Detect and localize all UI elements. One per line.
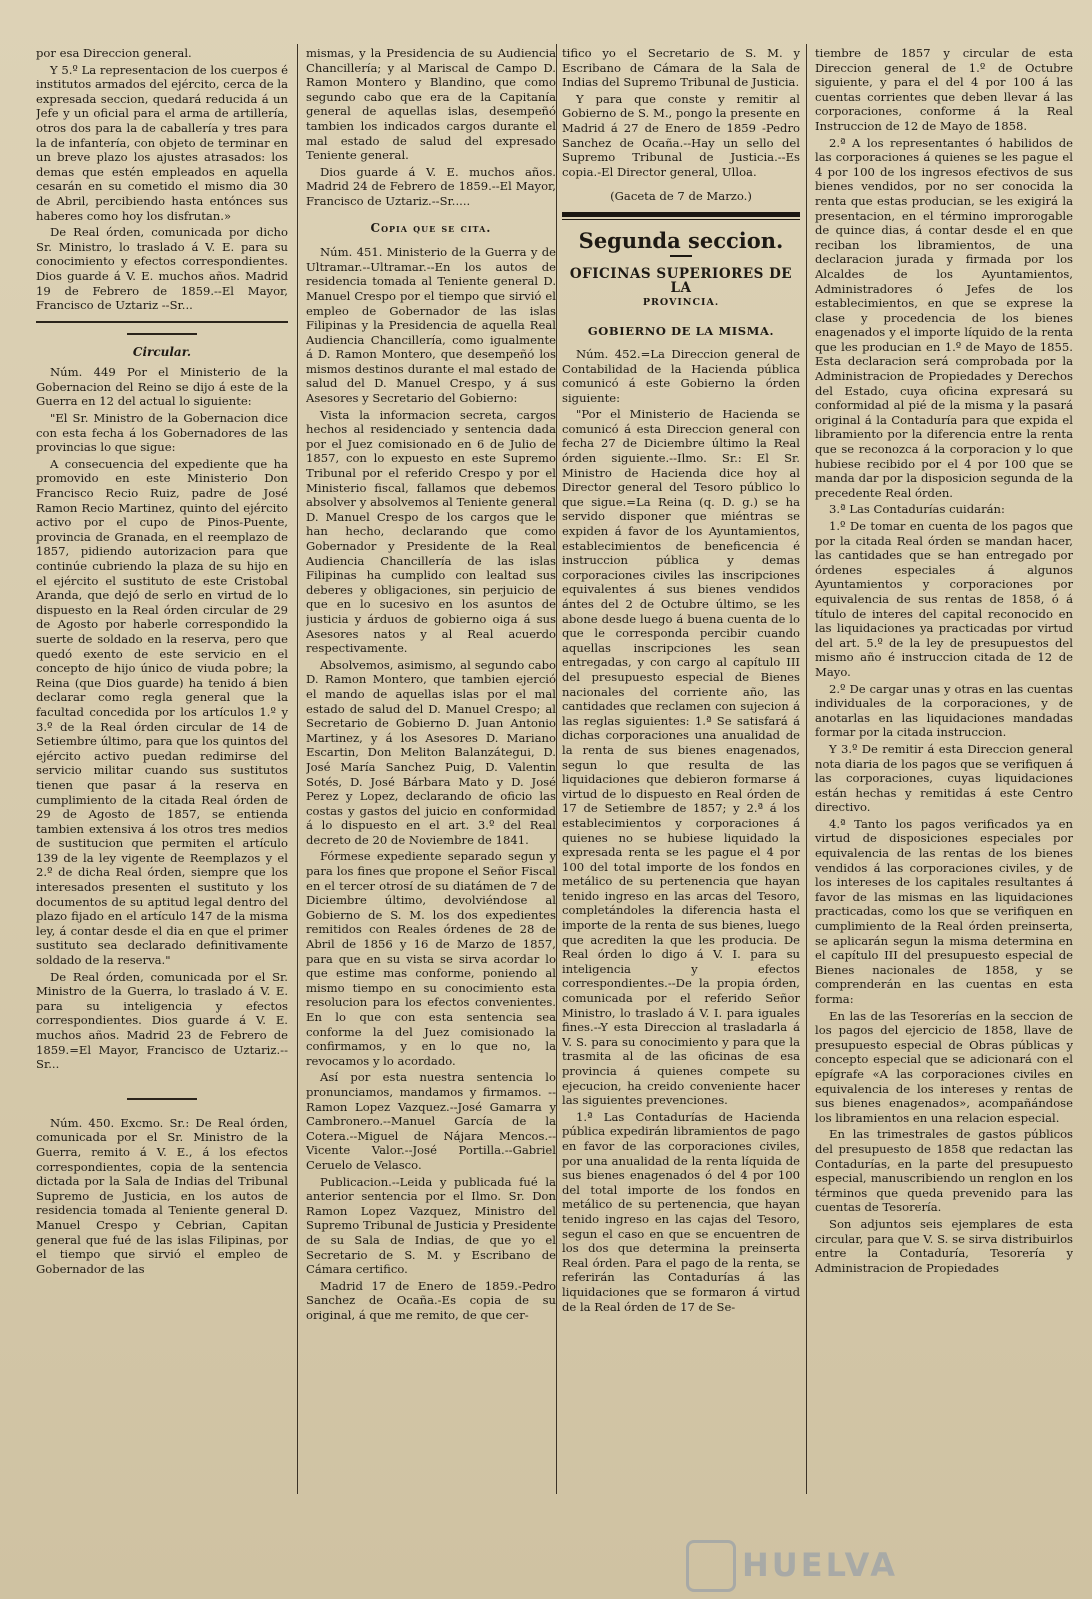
- divider: [127, 333, 197, 335]
- divider: [127, 1098, 197, 1100]
- paragraph: por esa Direccion general.: [36, 46, 192, 60]
- paragraph: tifico yo el Secretario de S. M. y Escribano de Cámara de la Sala de Indias del Supremo Tribunal de Justicia.: [562, 46, 800, 90]
- paragraph: Absolvemos, asimismo, al segundo cabo D. Ramon Montero, que tambien ejerció el mando de aquellas islas por el mal estado de salud del D. Manuel Crespo; al Secretario de Gobierno D. Juan Antonio Martinez, y á los Asesores D. Mariano Escartin, Don Meliton Balanzátegui, D. José María Sanchez Puig, D. Valentin Sotés, D. José Bárbara Mato y D. José Perez y Lopez, declarando de oficio las costas y gastos del juicio en conformidad á lo dispuesto en el art. 3.º del Real decreto de 20 de Noviembre de 1841.: [306, 657, 556, 847]
- government-heading: GOBIERNO DE LA MISMA.: [587, 324, 775, 339]
- paragraph: 1.º De tomar en cuenta de los pagos que por la citada Real órden se mandan hacer, las cantidades que se han entregado por órdenes especiales á algunos Ayuntamientos y corporaciones por equivalencia de sus rentas de 1858, ó á título de interes del capital reconocido en las liquidaciones ya practicadas por virtud del art. 5.º de la ley de presupuestos del mismo año é instruccion citada de 12 de Mayo.: [815, 519, 1073, 679]
- paragraph: mismas, y la Presidencia de su Audiencia Chancillería; y al Mariscal de Campo D. Ramon Montero y Blandino, que como segundo cabo que era de la Capitanía general de aquellas islas, desempeñó tambien los indicados cargos durante el mal estado de salud del expresado Teniente general.: [306, 46, 556, 163]
- paragraph: De Real órden, comunicada por dicho Sr. Ministro, lo traslado á V. E. para su conocimiento y efectos correspondientes. Dios guarde á V. E. muchos años. Madrid 19 de Febrero de 1859.--El Mayor, Francisco de Uztariz --Sr...: [36, 225, 288, 313]
- column-4: [815, 46, 1073, 1486]
- office-heading: OFICINAS SUPERIORES DE LA: [569, 265, 793, 297]
- paragraph: Madrid 17 de Enero de 1859.-Pedro Sanchez de Ocaña.-Es copia de su original, á que me remito, de que cer-: [306, 1278, 556, 1322]
- gazette-reference: (Gaceta de 7 de Marzo.): [610, 189, 752, 204]
- paragraph: Así por esta nuestra sentencia lo pronunciamos, mandamos y firmamos. --Ramon Lopez Vazquez.--José Gamarra y Cambronero.--Manuel García de la Cotera.--Miguel de Nájara Mencos.--Vicente Valor.--José Portilla.--Gabriel Ceruelo de Velasco.: [306, 1070, 556, 1172]
- paragraph: Núm. 451. Ministerio de la Guerra y de Ultramar.--Ultramar.--En los autos de residencia tomada al Teniente general D. Manuel Crespo por el tiempo que sirvió el empleo de Gobernador de las islas Filipinas y la Presidencia de aquella Real Audiencia Chancillería, como igualmente á D. Ramon Montero, que desempeñó los mismos destinos durante el mal estado de salud del D. Manuel Crespo, y á sus Asesores y Secretario del Gobierno:: [306, 245, 556, 406]
- column-rule: [297, 44, 298, 1494]
- divider: [670, 255, 692, 257]
- divider: [36, 321, 288, 323]
- archive-watermark: HUELVA: [742, 1546, 898, 1584]
- paragraph: A consecuencia del expediente que ha promovido en este Ministerio Don Francisco Recio Ruiz, padre de José Ramon Recio Martinez, quinto del ejército activo por el cupo de Pinos-Puente, provincia de Granada, en el reemplazo de 1857, pidiendo autorizacion para que continúe cubriendo la plaza de su hijo en el ejército el sustituto de este Cristobal Aranda, que dejó de serlo en virtud de lo dispuesto en la Real órden circular de 29 de Agosto por haberle correspondido la suerte de soldado en la reserva, pero que quedó exento de este servicio en el concepto de hijo único de viuda pobre; la Reina (que Dios guarde) ha tenido á bien declarar como regla general que la facultad concedida por los artículos 1.º y 3.º de la Real órden circular de 14 de Setiembre último, para que los quintos del ejército activo puedan redimirse del servicio militar cuando sus sustitutos tienen que pasar á la reserva en cumplimiento de la citada Real órden de 29 de Agosto de 1857, se entienda tambien extensiva á los otros tres medios de sustitucion que permiten el artículo 139 de la ley vigente de Reemplazos y el 2.º de dicha Real órden, siempre que los interesados presenten el sustituto y los documentos de su aptitud legal dentro del plazo fijado en el artículo 147 de la misma ley, á contar desde el dia en que el primer sustituto sea declarado definitivamente soldado de la reserva.": [36, 456, 288, 968]
- paragraph: tiembre de 1857 y circular de esta Direccion general de 1.º de Octubre siguiente, y para el del 4 por 100 á las cuentas corrientes que deben llevar á las corporaciones, conforme á la Real Instruccion de 12 de Mayo de 1858.: [815, 46, 1073, 133]
- office-subheading: PROVINCIA.: [642, 296, 720, 308]
- archive-logo-icon: [686, 1540, 736, 1592]
- divider: [562, 219, 800, 220]
- section-title: Segunda seccion.: [578, 227, 784, 253]
- paragraph: Núm. 449 Por el Ministerio de la Gobernacion del Reino se dijo á este de la Guerra en 12 del actual lo siguiente:: [36, 365, 288, 409]
- paragraph: Publicacion.--Leida y publicada fué la anterior sentencia por el Ilmo. Sr. Don Ramon Lopez Vazquez, Ministro del Supremo Tribunal de Justicia y Presidente de su Sala de Indias, de que yo el Secretario de S. M. y Escribano de Cámara certifico.: [306, 1174, 556, 1277]
- column-3: [562, 46, 800, 1486]
- paragraph: 1.ª Las Contadurías de Hacienda pública expedirán libramientos de pago en favor de las corporaciones civiles, por una anualidad de la renta líquida de sus bienes enagenados ó del 4 por 100 del total importe de los fondos en metálico de su pertenencia, que hayan tenido ingreso en las cajas del Tesoro, segun el caso en que se encuentren de los dos que determina la preinserta Real órden. Para el pago de la renta, se referirán las Contadurías á las liquidaciones que se formaron á virtud de la Real órden de 17 de Se-: [562, 1109, 800, 1314]
- paragraph: 4.ª Tanto los pagos verificados ya en virtud de disposiciones especiales por equivalencia de las rentas de los bienes vendidos á las corporaciones civiles, y de los intereses de los capitales resultantes á favor de las mismas en las liquidaciones practicadas, como los que se verifiquen en cumplimiento de la Real órden preinserta, se aplicarán segun la misma determina en el capítulo III del presupuesto especial de Bienes nacionales de 1858, y se comprenderán en las cuentas en esta forma:: [815, 816, 1073, 1006]
- copia-heading: Copia que se cita.: [370, 220, 492, 235]
- paragraph: "Por el Ministerio de Hacienda se comunicó á esta Direccion general con fecha 27 de Diciembre último la Real órden siguiente.--Ilmo. Sr.: El Sr. Ministro de Hacienda dice hoy al Director general del Tesoro público lo que sigue.=La Reina (q. D. g.) se ha servido disponer que miéntras se expiden á favor de los Ayuntamientos, establecimientos de beneficencia é instruccion pública y demas corporaciones civiles las inscripciones equivalentes á sus bienes vendidos ántes del 2 de Octubre último, se les abone desde luego á buena cuenta de lo que le corresponda percibir cuando aquellas inscripciones les sean entregadas, y con cargo al capítulo III del presupuesto especial de Bienes nacionales del corriente año, las cantidades que reclamen con sujecion á las reglas siguientes: 1.ª Se satisfará á dichas corporaciones una anualidad de la renta de sus bienes enagenados, segun lo que resulta de las liquidaciones que debieron formarse á virtud de lo dispuesto en Real órden de 17 de Setiembre de 1857; y 2.ª á los establecimientos y corporaciones á quienes no se hubiese liquidado la expresada renta se les pague el 4 por 100 del total importe de los fondos en metálico de su pertenencia que hayan tenido ingreso en las arcas del Tesoro, completándoles la diferencia hasta el importe de la renta de sus bienes, luego que acrediten la que les producia. De Real órden lo digo á V. I. para su inteligencia y efectos correspondientes.--De la propia órden, comunicada por el referido Señor Ministro, lo traslado á V. I. para iguales fines.--Y esta Direccion al trasladarla á V. S. para su conocimiento y para que la trasmita al de las oficinas de esa provincia á quienes compete su ejecucion, ha creido conveniente hacer las siguientes prevenciones.: [562, 407, 800, 1108]
- paragraph: Son adjuntos seis ejemplares de esta circular, para que V. S. se sirva distribuirlos entre la Contaduría, Tesorería y Administracion de Propiedades: [815, 1216, 1073, 1275]
- paragraph: Núm. 452.=La Direccion general de Contabilidad de la Hacienda pública comunicó á este Gobierno la órden siguiente:: [562, 346, 800, 405]
- paragraph: 2.º De cargar unas y otras en las cuentas individuales de la corporaciones, y de anotarlas en las liquidaciones mandadas formar por la citada instruccion.: [815, 681, 1073, 740]
- paragraph: Vista la informacion secreta, cargos hechos al residenciado y sentencia dada por el Juez comisionado en 6 de Julio de 1857, con lo expuesto en este Supremo Tribunal por el referido Crespo y por el Ministerio fiscal, fallamos que debemos absolver y absolvemos al Teniente general D. Manuel Crespo de los cargos que le han hecho, declarando que como Gobernador y Presidente de la Real Audiencia Chancillería de las islas Filipinas ha cumplido con lealtad sus deberes y obligaciones, sin perjuicio de que en lo sucesivo en los asuntos de justicia y árduos de gobierno oiga á sus Asesores natos y al Real acuerdo respectivamente.: [306, 407, 556, 656]
- paragraph: Y 3.º De remitir á esta Direccion general nota diaria de los pagos que se verifiquen á las corporaciones, cuyas liquidaciones están hechas y remitidas á este Centro directivo.: [815, 741, 1073, 815]
- column-1: [36, 46, 288, 1486]
- paragraph: 3.ª Las Contadurías cuidarán:: [829, 502, 1005, 517]
- paragraph: Dios guarde á V. E. muchos años. Madrid 24 de Febrero de 1859.--El Mayor, Francisco de Uztariz.--Sr.....: [306, 164, 556, 208]
- paragraph: En las de las Tesorerías en la seccion de los pagos del ejercicio de 1858, llave de presupuesto especial de Obras públicas y concepto especial que se adicionará con el epígrafe «A las corporaciones civiles en equivalencia de los intereses y rentas de sus bienes enagenados», acompañándose los libramientos en una relacion especial.: [815, 1008, 1073, 1125]
- circular-heading: Circular.: [132, 344, 192, 359]
- column-2: [306, 46, 556, 1486]
- paragraph: 2.ª A los representantes ó habilidos de las corporaciones á quienes se les pague el 4 por 100 de los ingresos efectivos de sus bienes vendidos, por no ser conocida la renta que estas producian, se les exigirá la presentacion, en el término improrogable de quince dias, á contar desde el en que reciban los libramientos, de una declaracion jurada y firmada por los Alcaldes de los Ayuntamientos, Administradores ó Jefes de los establecimientos, en que se exprese la clase y procedencia de los bienes enagenados y el importe líquido de la renta que les producian en 1.º de Mayo de 1855. Esta declaracion será comprobada por la Administracion de Propiedades y Derechos del Estado, cuya oficina expresará su conformidad al pié de la misma y la pasará original á la Contaduría para que expida el libramiento por la diferencia entre la renta que se reconozca á la corporacion y lo que hubiese recibido por el 4 por 100 que se manda dar por la disposicion segunda de la precedente Real órden.: [815, 135, 1073, 500]
- column-rule: [806, 44, 807, 1494]
- paragraph: En las trimestrales de gastos públicos del presupuesto de 1858 que redactan las Contadurías, en la parte del presupuesto especial, manuscribiendo un renglon en los términos que queda prevenido para las cuentas de Tesorería.: [815, 1127, 1073, 1215]
- column-rule: [556, 44, 557, 1494]
- paragraph: Fórmese expediente separado segun y para los fines que propone el Señor Fiscal en el tercer otrosí de su diatámen de 7 de Diciembre último, devolviéndose al Gobierno de S. M. los dos expedientes remitidos con Reales órdenes de 28 de Abril de 1856 y 16 de Marzo de 1857, para que en su vista se sirva acordar lo que estime mas conforme, poniendo al mismo tiempo en su conocimiento esta resolucion para los efectos convenientes. En lo que con esta sentencia sea conforme la del Juez comisionado la confirmamos, y en lo que no, la revocamos y lo acordado.: [306, 849, 556, 1068]
- paragraph: Y 5.º La representacion de los cuerpos é institutos armados del ejército, cerca de la expresada seccion, quedará reducida á un Jefe y un oficial para el arma de artillería, otros dos para la de caballería y tres para la de infantería, con objeto de terminar en un breve plazo los ajustes atrasados: los demas que estén empleados en aquella cesarán en su cometido el mismo dia 30 de Abril, percibiendo hasta entónces sus haberes como hoy los disfrutan.»: [36, 62, 288, 223]
- paragraph: Núm. 450. Excmo. Sr.: De Real órden, comunicada por el Sr. Ministro de la Guerra, remito á V. E., á los efectos correspondientes, copia de la sentencia dictada por la Sala de Indias del Tribunal Supremo de Justicia, en los autos de residencia tomada al Teniente general D. Manuel Crespo y Cebrian, Capitan general que fué de las islas Filipinas, por el tiempo que sirvió el empleo de Gobernador de las: [36, 1115, 288, 1276]
- paragraph: De Real órden, comunicada por el Sr. Ministro de la Guerra, lo traslado á V. E. para su inteligencia y efectos correspondientes. Dios guarde á V. E. muchos años. Madrid 23 de Febrero de 1859.=El Mayor, Francisco de Uztariz.--Sr...: [36, 969, 288, 1072]
- divider: [562, 212, 800, 217]
- paragraph: Y para que conste y remitir al Gobierno de S. M., pongo la presente en Madrid á 27 de Enero de 1859 -Pedro Sanchez de Ocaña.--Hay un sello del Supremo Tribunal de Justicia.--Es copia.-El Director general, Ulloa.: [562, 91, 800, 179]
- paragraph: "El Sr. Ministro de la Gobernacion dice con esta fecha á los Gobernadores de las provincias lo que sigue:: [36, 411, 288, 455]
